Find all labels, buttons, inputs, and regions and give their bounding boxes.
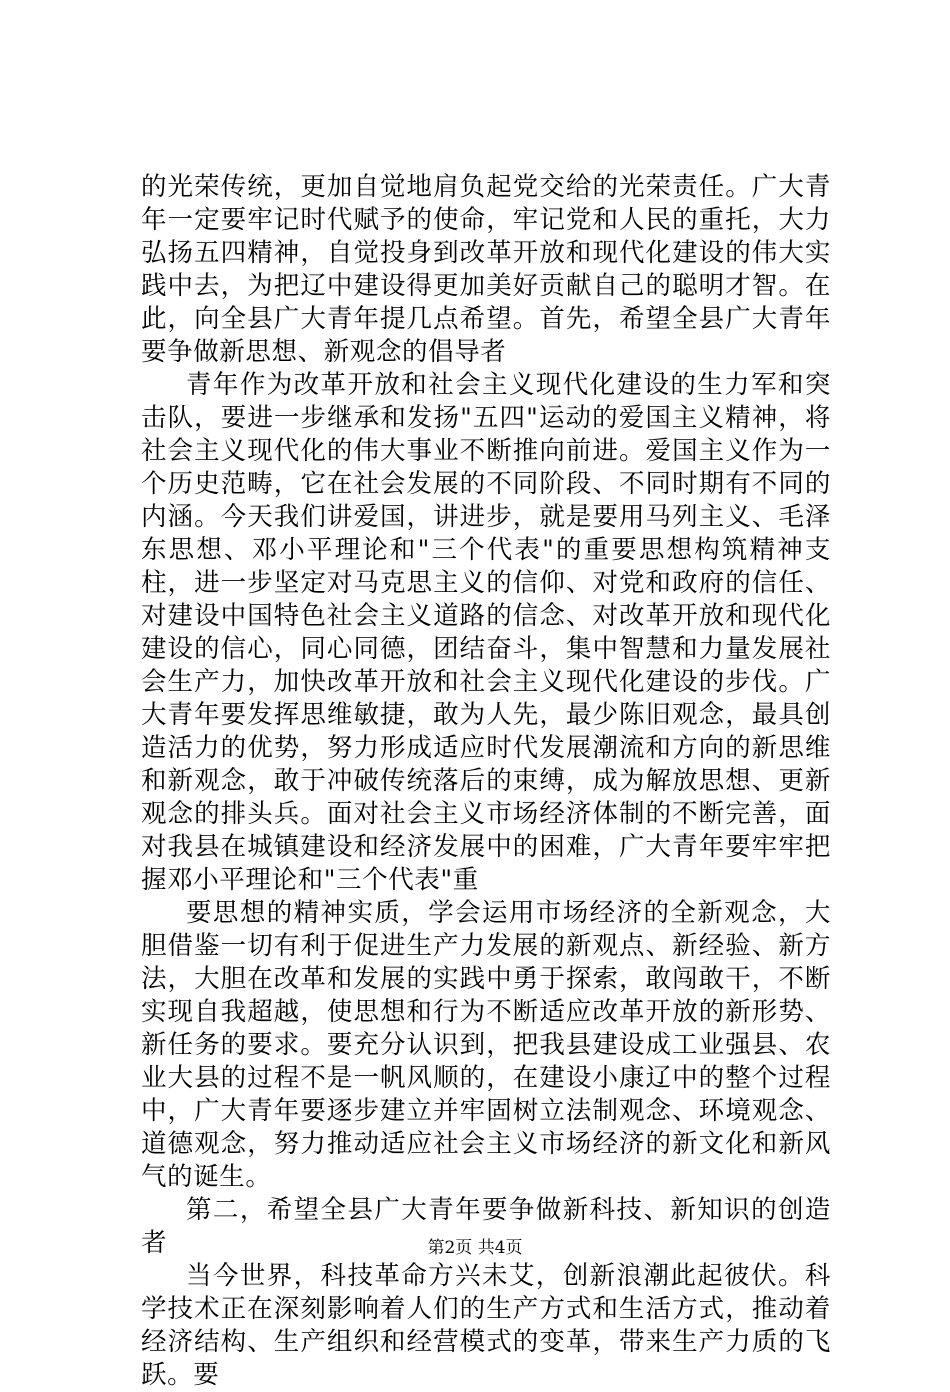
section-heading-2: 第二，希望全县广大青年要争做新科技、新知识的创造者: [141, 1195, 831, 1258]
paragraph-2: 青年作为改革开放和社会主义现代化建设的生力军和突击队，要进一步继承和发扬"五四"运动的爱国主义精神，将社会主义现代化的伟大事业不断推向前进。爱国主义作为一个历史范畴，它在社会发展的不同阶段、不同时期有不同的内涵。今天我们讲爱国，讲进步，就是要用马列主义、毛泽东思想、邓小平理论和"三个代表"的重要思想构筑精神支柱，进一步坚定对马克思主义的信仰、对党和政府的信任、对建设中国特色社会主义道路的信念、对改革开放和现代化建设的信心，同心同德，团结奋斗，集中智慧和力量发展社会生产力，加快改革开放和社会主义现代化建设的步伐。广大青年要发挥思维敏捷，敢为人先，最少陈旧观念，最具创造活力的优势，努力形成适应时代发展潮流和方向的新思维和新观念，敢于冲破传统落后的束缚，成为解放思想、更新观念的排头兵。面对社会主义市场经济体制的不断完善，面对我县在城镇建设和经济发展中的困难，广大青年要牢牢把握邓小平理论和"三个代表"重: [141, 370, 831, 895]
document-body: [141, 171, 831, 1392]
paragraph-3: 要思想的精神实质，学会运用市场经济的全新观念，大胆借鉴一切有利于促进生产力发展的新观点、新经验、新方法，大胆在改革和发展的实践中勇于探索，敢闯敢干，不断实现自我超越，使思想和行为不断适应改革开放的新形势、新任务的要求。要充分认识到，把我县建设成工业强县、农业大县的过程不是一帆风顺的，在建设小康辽中的整个过程中，广大青年要逐步建立并牢固树立法制观念、环境观念、道德观念，努力推动适应社会主义市场经济的新文化和新风气的诞生。: [141, 898, 831, 1192]
page-number-footer: 第2页 共4页: [427, 1238, 523, 1258]
paragraph-4: 当今世界，科技革命方兴未艾，创新浪潮此起彼伏。科学技术正在深刻影响着人们的生产方式和生活方式，推动着经济结构、生产组织和经营模式的变革，带来生产力质的飞跃。要: [141, 1261, 831, 1390]
paragraph-1: 的光荣传统，更加自觉地肩负起党交给的光荣责任。广大青年一定要牢记时代赋予的使命，牢记党和人民的重托，大力弘扬五四精神，自觉投身到改革开放和现代化建设的伟大实践中去，为把辽中建设得更加美好贡献自己的聪明才智。在此，向全县广大青年提几点希望。首先，希望全县广大青年要争做新思想、新观念的倡导者: [141, 172, 831, 367]
